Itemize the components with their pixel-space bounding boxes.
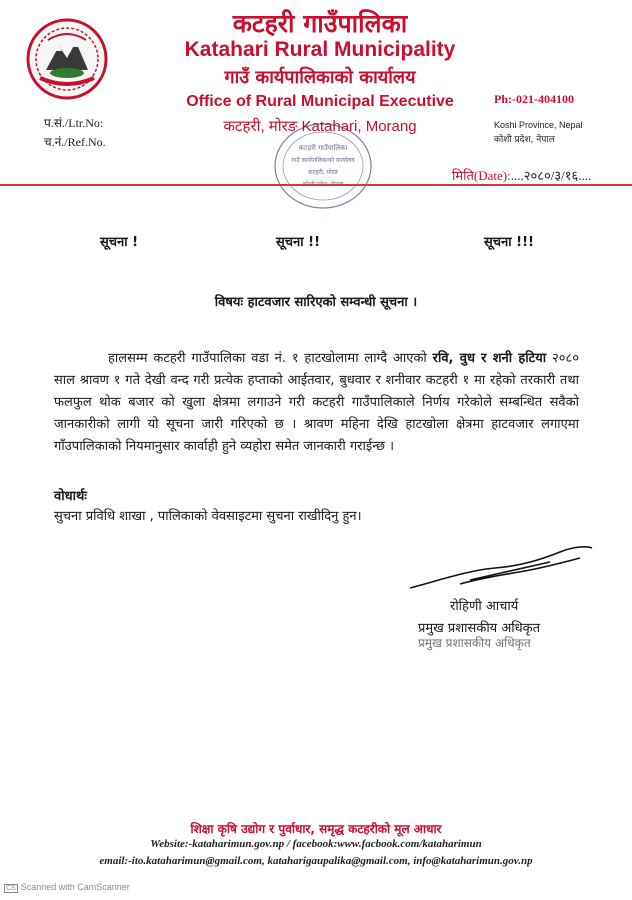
office-name-en: Office of Rural Municipal Executive: [186, 93, 454, 110]
body-bold-market-days: रवि, वुध र शनी हटिया: [432, 351, 547, 366]
footer-motto: शिक्षा कृषि उद्योग र पुर्वाधार, समृद्ध कटहरीको मूल आधार: [190, 822, 442, 836]
body-part-2: २०८० साल श्रावण १ गते देखी वन्द गरी प्रत्येक हप्ताको आईतवार, बुधवार र शनीवार कटहरी १ मा रहेको तरकारी तथा फलफुल थोक बजार को खुला क्षेत्रमा लगाउने गरी कटहरी गाउँपालिकाले निर्णय गरेकोले सम्बन्धित सवैको जानकारीको लागी यो सूचना जारी गरिएको छ । श्रावण महिना देखि हाटखोला क्षेत्रमा हाटवजार लगाएमा गाँउपालिकाको नियमानुसार कार्वाही हुने व्यहोरा समेत जानकारी गराईन्छ ।: [54, 351, 579, 454]
municipality-name-en: Katahari Rural Municipality: [184, 38, 456, 61]
letter-no-label: प.सं./Ltr.No:: [44, 116, 104, 130]
svg-text:कटहरी गाउँपालिका: कटहरी गाउँपालिका: [298, 144, 348, 152]
phone-number: Ph:-021-404100: [494, 92, 574, 106]
signatory-name: रोहिणी आचार्य: [450, 599, 519, 614]
body-part-1: हालसम्म कटहरी गाउँपालिका वडा नं. १ हाटखोलामा लाग्दै आएको: [108, 351, 433, 366]
website-link[interactable]: kataharimun.gov.np / facebook:www.facbook.com/kataharimun: [192, 838, 482, 850]
notice-heading-1: सूचना !: [100, 235, 139, 250]
handwritten-signature: [400, 540, 600, 600]
municipality-name-np: कटहरी गाउँपालिका: [232, 9, 408, 38]
province-np: कोशी प्रदेश, नेपाल: [494, 135, 555, 145]
notice-body: [54, 348, 579, 458]
email-link[interactable]: ito.kataharimun@gmail.com, kataharigaupalika@gmail.com, info@kataharimun.gov.np: [131, 855, 533, 867]
ref-no-label: च.नं./Ref.No.: [44, 135, 106, 149]
notice-heading-2: सूचना !!: [276, 235, 321, 250]
scanner-text: Scanned with CamScanner: [20, 882, 130, 892]
email-label: email:-: [99, 855, 132, 867]
svg-text:गाउँ कार्यपालिकाको कार्यालय: गाउँ कार्यपालिकाको कार्यालय: [291, 157, 355, 164]
office-stamp: [270, 118, 376, 214]
footer-email: [0, 855, 632, 867]
camscanner-icon: CS: [6, 885, 16, 892]
address: कटहरी, मोरङ Katahari, Morang: [223, 118, 417, 135]
subject-line: विषयः हाटवजार सारिएको सम्वन्धी सूचना ।: [214, 295, 418, 310]
header-divider: [0, 184, 632, 186]
notice-heading-3: सूचना !!!: [484, 235, 534, 250]
scanner-watermark: [4, 882, 130, 893]
date-line: [452, 166, 591, 184]
attention-label: वोधार्थः: [54, 489, 87, 504]
footer-website: [0, 838, 632, 850]
signatory-stamp: प्रमुख प्रशासकीय अधिकृत: [418, 636, 531, 650]
date-label: मिति(Date):: [452, 168, 511, 183]
date-value: ....२०८०/३/१६....: [510, 168, 592, 183]
svg-text:कटहरी, मोरङ: कटहरी, मोरङ: [307, 169, 339, 176]
signatory-title: प्रमुख प्रशासकीय अधिकृत: [418, 621, 541, 636]
emblem-logo: [26, 18, 108, 100]
office-name-np: गाउँ कार्यपालिकाको कार्यालय: [224, 67, 416, 88]
website-label: Website:-: [150, 838, 193, 850]
province-en: Koshi Province, Nepal: [494, 120, 583, 130]
attention-text: सुचना प्रविधि शाखा , पालिकाको वेवसाइटमा सुचना राखीदिनु हुन।: [54, 509, 362, 524]
